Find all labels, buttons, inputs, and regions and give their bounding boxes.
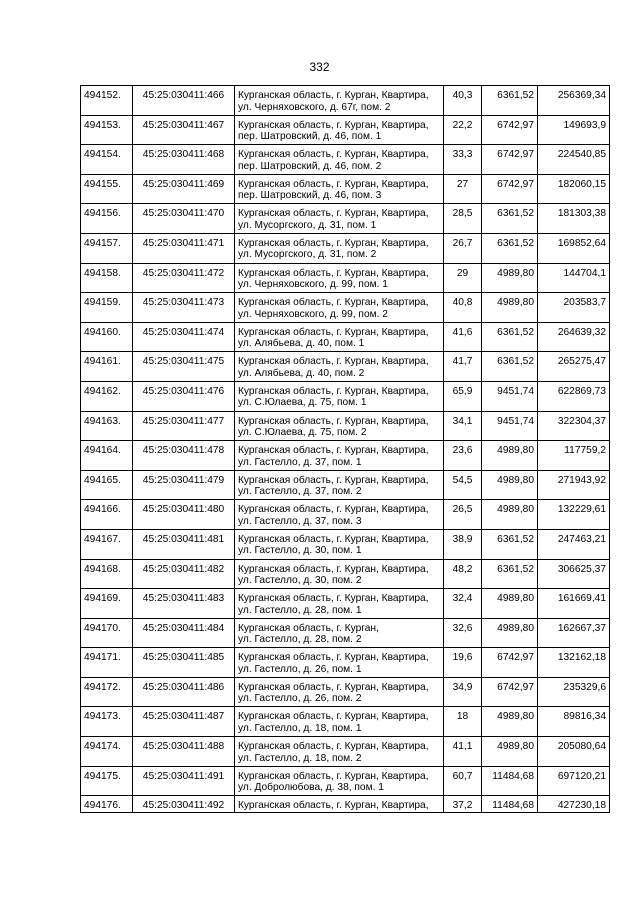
cadastral-number-cell: 45:25:030411:471 xyxy=(133,233,235,263)
registry-table-body xyxy=(81,86,610,813)
address-line-1: Курганская область, г. Курган, Квартира, xyxy=(238,149,429,161)
cadastral-number-cell: 45:25:030411:466 xyxy=(133,86,235,116)
address-line-1: Курганская область, г. Курган, Квартира, xyxy=(238,652,429,664)
row-number-cell: 494161. xyxy=(81,352,133,382)
area-cell: 37,2 xyxy=(444,796,482,813)
cadastral-value-cell: 203583,7 xyxy=(538,293,610,323)
cadastral-number-cell: 45:25:030411:476 xyxy=(133,381,235,411)
specific-value-cell: 4989,80 xyxy=(482,589,538,619)
address-line-2: ул. С.Юлаева, д. 75, пом. 2 xyxy=(238,427,367,439)
table-row xyxy=(81,766,610,796)
address-cell xyxy=(235,233,444,263)
table-row xyxy=(81,322,610,352)
row-number-cell: 494162. xyxy=(81,381,133,411)
specific-value-cell: 4989,80 xyxy=(482,707,538,737)
cadastral-value-cell: 271943,92 xyxy=(538,470,610,500)
specific-value-cell: 4989,80 xyxy=(482,293,538,323)
address-cell xyxy=(235,115,444,145)
specific-value-cell: 11484,68 xyxy=(482,796,538,813)
table-row xyxy=(81,618,610,648)
table-row xyxy=(81,500,610,530)
table-row xyxy=(81,204,610,234)
address-line-2: ул. Гастелло, д. 18, пом. 2 xyxy=(238,752,362,764)
cadastral-number-cell: 45:25:030411:480 xyxy=(133,500,235,530)
row-number-cell: 494160. xyxy=(81,322,133,352)
cadastral-value-cell: 265275,47 xyxy=(538,352,610,382)
address-line-1: Курганская область, г. Курган, Квартира, xyxy=(238,415,429,427)
cadastral-value-cell: 162667,37 xyxy=(538,618,610,648)
cadastral-value-cell: 132229,61 xyxy=(538,500,610,530)
cadastral-number-cell: 45:25:030411:485 xyxy=(133,648,235,678)
address-line-1: Курганская область, г. Курган, Квартира, xyxy=(238,770,429,782)
cadastral-value-cell: 622869,73 xyxy=(538,381,610,411)
address-line-1: Курганская область, г. Курган, Квартира, xyxy=(238,119,429,131)
specific-value-cell: 6361,52 xyxy=(482,529,538,559)
table-row xyxy=(81,263,610,293)
area-cell: 34,1 xyxy=(444,411,482,441)
address-cell xyxy=(235,648,444,678)
area-cell: 19,6 xyxy=(444,648,482,678)
area-cell: 33,3 xyxy=(444,145,482,175)
address-cell xyxy=(235,352,444,382)
address-line-1: Курганская область, г. Курган, xyxy=(238,622,379,634)
row-number-cell: 494159. xyxy=(81,293,133,323)
address-line-1: Курганская область, г. Курган, Квартира, xyxy=(238,356,429,368)
cadastral-value-cell: 427230,18 xyxy=(538,796,610,813)
address-line-2: ул. Черняховского, д. 67г, пом. 2 xyxy=(238,101,391,113)
specific-value-cell: 4989,80 xyxy=(482,737,538,767)
address-line-1: Курганская область, г. Курган, Квартира, xyxy=(238,237,429,249)
cadastral-value-cell: 161669,41 xyxy=(538,589,610,619)
address-cell xyxy=(235,677,444,707)
specific-value-cell: 6742,97 xyxy=(482,115,538,145)
specific-value-cell: 4989,80 xyxy=(482,618,538,648)
specific-value-cell: 6361,52 xyxy=(482,322,538,352)
cadastral-number-cell: 45:25:030411:481 xyxy=(133,529,235,559)
row-number-cell: 494168. xyxy=(81,559,133,589)
area-cell: 32,6 xyxy=(444,618,482,648)
address-line-1: Курганская область, г. Курган, Квартира, xyxy=(238,385,429,397)
table-row xyxy=(81,470,610,500)
area-cell: 22,2 xyxy=(444,115,482,145)
registry-table xyxy=(80,85,610,813)
address-line-2: ул. Гастелло, д. 18, пом. 1 xyxy=(238,722,362,734)
specific-value-cell: 4989,80 xyxy=(482,470,538,500)
cadastral-value-cell: 247463,21 xyxy=(538,529,610,559)
area-cell: 41,1 xyxy=(444,737,482,767)
row-number-cell: 494167. xyxy=(81,529,133,559)
area-cell: 34,9 xyxy=(444,677,482,707)
specific-value-cell: 9451,74 xyxy=(482,411,538,441)
address-cell xyxy=(235,559,444,589)
table-row xyxy=(81,589,610,619)
specific-value-cell: 6361,52 xyxy=(482,204,538,234)
cadastral-number-cell: 45:25:030411:477 xyxy=(133,411,235,441)
table-row xyxy=(81,145,610,175)
table-row xyxy=(81,411,610,441)
table-row xyxy=(81,796,610,813)
row-number-cell: 494163. xyxy=(81,411,133,441)
address-cell xyxy=(235,381,444,411)
address-line-1: Курганская область, г. Курган, Квартира, xyxy=(238,800,429,812)
address-line-2: ул. С.Юлаева, д. 75, пом. 1 xyxy=(238,397,367,409)
table-row xyxy=(81,115,610,145)
cadastral-value-cell: 306625,37 xyxy=(538,559,610,589)
table-row xyxy=(81,737,610,767)
row-number-cell: 494175. xyxy=(81,766,133,796)
cadastral-value-cell: 149693,9 xyxy=(538,115,610,145)
address-cell xyxy=(235,707,444,737)
cadastral-value-cell: 256369,34 xyxy=(538,86,610,116)
cadastral-number-cell: 45:25:030411:467 xyxy=(133,115,235,145)
address-line-1: Курганская область, г. Курган, Квартира, xyxy=(238,741,429,753)
cadastral-value-cell: 264639,32 xyxy=(538,322,610,352)
cadastral-number-cell: 45:25:030411:469 xyxy=(133,174,235,204)
address-cell xyxy=(235,500,444,530)
row-number-cell: 494152. xyxy=(81,86,133,116)
specific-value-cell: 6742,97 xyxy=(482,145,538,175)
specific-value-cell: 6361,52 xyxy=(482,559,538,589)
address-line-1: Курганская область, г. Курган, Квартира, xyxy=(238,593,429,605)
address-line-2: ул. Гастелло, д. 26, пом. 1 xyxy=(238,663,362,675)
address-cell xyxy=(235,411,444,441)
page-number: 332 xyxy=(309,60,330,74)
area-cell: 26,7 xyxy=(444,233,482,263)
cadastral-number-cell: 45:25:030411:478 xyxy=(133,441,235,471)
address-cell xyxy=(235,322,444,352)
address-cell xyxy=(235,86,444,116)
address-line-1: Курганская область, г. Курган, Квартира, xyxy=(238,711,429,723)
row-number-cell: 494170. xyxy=(81,618,133,648)
address-line-1: Курганская область, г. Курган, Квартира, xyxy=(238,267,429,279)
cadastral-number-cell: 45:25:030411:488 xyxy=(133,737,235,767)
address-line-2: ул. Гастелло, д. 37, пом. 1 xyxy=(238,456,362,468)
cadastral-number-cell: 45:25:030411:492 xyxy=(133,796,235,813)
address-line-2: ул. Гастелло, д. 28, пом. 1 xyxy=(238,604,362,616)
address-line-1: Курганская область, г. Курган, Квартира, xyxy=(238,445,429,457)
address-cell xyxy=(235,766,444,796)
address-line-2: пер. Шатровский, д. 46, пом. 3 xyxy=(238,190,382,202)
cadastral-value-cell: 182060,15 xyxy=(538,174,610,204)
cadastral-number-cell: 45:25:030411:487 xyxy=(133,707,235,737)
cadastral-value-cell: 132162,18 xyxy=(538,648,610,678)
cadastral-value-cell: 144704,1 xyxy=(538,263,610,293)
table-row xyxy=(81,174,610,204)
row-number-cell: 494173. xyxy=(81,707,133,737)
cadastral-value-cell: 235329,6 xyxy=(538,677,610,707)
cadastral-value-cell: 322304,37 xyxy=(538,411,610,441)
table-row xyxy=(81,648,610,678)
specific-value-cell: 6361,52 xyxy=(482,233,538,263)
address-line-1: Курганская область, г. Курган, Квартира, xyxy=(238,681,429,693)
specific-value-cell: 4989,80 xyxy=(482,263,538,293)
specific-value-cell: 11484,68 xyxy=(482,766,538,796)
table-row xyxy=(81,233,610,263)
cadastral-number-cell: 45:25:030411:472 xyxy=(133,263,235,293)
address-cell xyxy=(235,737,444,767)
address-line-1: Курганская область, г. Курган, Квартира, xyxy=(238,504,429,516)
row-number-cell: 494158. xyxy=(81,263,133,293)
table-row xyxy=(81,352,610,382)
row-number-cell: 494169. xyxy=(81,589,133,619)
address-line-1: Курганская область, г. Курган, Квартира, xyxy=(238,474,429,486)
specific-value-cell: 4989,80 xyxy=(482,441,538,471)
specific-value-cell: 9451,74 xyxy=(482,381,538,411)
address-cell xyxy=(235,174,444,204)
address-line-2: ул. Черняховского, д. 99, пом. 2 xyxy=(238,308,388,320)
area-cell: 38,9 xyxy=(444,529,482,559)
table-row xyxy=(81,707,610,737)
row-number-cell: 494174. xyxy=(81,737,133,767)
address-line-1: Курганская область, г. Курган, Квартира, xyxy=(238,208,429,220)
specific-value-cell: 6742,97 xyxy=(482,677,538,707)
table-row xyxy=(81,529,610,559)
row-number-cell: 494164. xyxy=(81,441,133,471)
area-cell: 23,6 xyxy=(444,441,482,471)
address-cell xyxy=(235,529,444,559)
cadastral-number-cell: 45:25:030411:474 xyxy=(133,322,235,352)
address-cell xyxy=(235,470,444,500)
area-cell: 48,2 xyxy=(444,559,482,589)
area-cell: 60,7 xyxy=(444,766,482,796)
address-line-2: ул. Алябьева, д. 40, пом. 2 xyxy=(238,367,365,379)
address-cell xyxy=(235,618,444,648)
specific-value-cell: 6361,52 xyxy=(482,86,538,116)
area-cell: 27 xyxy=(444,174,482,204)
address-line-2: ул. Гастелло, д. 26, пом. 2 xyxy=(238,693,362,705)
specific-value-cell: 6742,97 xyxy=(482,648,538,678)
table-row xyxy=(81,86,610,116)
row-number-cell: 494157. xyxy=(81,233,133,263)
area-cell: 29 xyxy=(444,263,482,293)
area-cell: 40,8 xyxy=(444,293,482,323)
address-line-2: пер. Шатровский, д. 46, пом. 2 xyxy=(238,160,382,172)
address-line-2: ул. Гастелло, д. 28, пом. 2 xyxy=(238,634,362,646)
address-line-2: ул. Алябьева, д. 40, пом. 1 xyxy=(238,338,365,350)
address-cell xyxy=(235,589,444,619)
cadastral-value-cell: 205080,64 xyxy=(538,737,610,767)
address-line-2: ул. Гастелло, д. 37, пом. 2 xyxy=(238,486,362,498)
area-cell: 18 xyxy=(444,707,482,737)
table-row xyxy=(81,441,610,471)
specific-value-cell: 6361,52 xyxy=(482,352,538,382)
area-cell: 54,5 xyxy=(444,470,482,500)
row-number-cell: 494176. xyxy=(81,796,133,813)
address-line-1: Курганская область, г. Курган, Квартира, xyxy=(238,90,429,101)
cadastral-number-cell: 45:25:030411:473 xyxy=(133,293,235,323)
address-line-2: ул. Гастелло, д. 30, пом. 2 xyxy=(238,575,362,586)
address-line-1: Курганская область, г. Курган, Квартира, xyxy=(238,178,429,190)
cadastral-value-cell: 89816,34 xyxy=(538,707,610,737)
table-row xyxy=(81,559,610,589)
row-number-cell: 494171. xyxy=(81,648,133,678)
address-line-2: ул. Добролюбова, д. 38, пом. 1 xyxy=(238,782,384,794)
cadastral-value-cell: 117759,2 xyxy=(538,441,610,471)
address-cell xyxy=(235,263,444,293)
address-line-2: ул. Мусоргского, д. 31, пом. 1 xyxy=(238,219,377,231)
row-number-cell: 494165. xyxy=(81,470,133,500)
cadastral-number-cell: 45:25:030411:486 xyxy=(133,677,235,707)
area-cell: 41,6 xyxy=(444,322,482,352)
cadastral-number-cell: 45:25:030411:483 xyxy=(133,589,235,619)
address-line-2: ул. Гастелло, д. 30, пом. 1 xyxy=(238,545,362,557)
row-number-cell: 494156. xyxy=(81,204,133,234)
address-line-2: ул. Черняховского, д. 99, пом. 1 xyxy=(238,279,388,291)
cadastral-number-cell: 45:25:030411:491 xyxy=(133,766,235,796)
address-cell xyxy=(235,796,444,813)
table-row xyxy=(81,677,610,707)
address-cell xyxy=(235,441,444,471)
cadastral-number-cell: 45:25:030411:482 xyxy=(133,559,235,589)
specific-value-cell: 6742,97 xyxy=(482,174,538,204)
address-line-1: Курганская область, г. Курган, Квартира, xyxy=(238,297,429,309)
table-row xyxy=(81,293,610,323)
cadastral-number-cell: 45:25:030411:484 xyxy=(133,618,235,648)
cadastral-value-cell: 697120,21 xyxy=(538,766,610,796)
address-cell xyxy=(235,204,444,234)
area-cell: 65,9 xyxy=(444,381,482,411)
cadastral-number-cell: 45:25:030411:468 xyxy=(133,145,235,175)
row-number-cell: 494166. xyxy=(81,500,133,530)
area-cell: 26,5 xyxy=(444,500,482,530)
address-cell xyxy=(235,293,444,323)
cadastral-value-cell: 181303,38 xyxy=(538,204,610,234)
area-cell: 32,4 xyxy=(444,589,482,619)
cadastral-value-cell: 224540,85 xyxy=(538,145,610,175)
row-number-cell: 494172. xyxy=(81,677,133,707)
address-line-2: ул. Мусоргского, д. 31, пом. 2 xyxy=(238,249,377,261)
row-number-cell: 494154. xyxy=(81,145,133,175)
specific-value-cell: 4989,80 xyxy=(482,500,538,530)
area-cell: 40,3 xyxy=(444,86,482,116)
address-line-1: Курганская область, г. Курган, Квартира, xyxy=(238,533,429,545)
area-cell: 41,7 xyxy=(444,352,482,382)
cadastral-value-cell: 169852,64 xyxy=(538,233,610,263)
cadastral-number-cell: 45:25:030411:475 xyxy=(133,352,235,382)
address-line-2: ул. Гастелло, д. 37, пом. 3 xyxy=(238,515,362,527)
row-number-cell: 494155. xyxy=(81,174,133,204)
area-cell: 28,5 xyxy=(444,204,482,234)
address-line-1: Курганская область, г. Курган, Квартира, xyxy=(238,563,429,575)
address-cell xyxy=(235,145,444,175)
cadastral-number-cell: 45:25:030411:479 xyxy=(133,470,235,500)
table-row xyxy=(81,381,610,411)
address-line-2: пер. Шатровский, д. 46, пом. 1 xyxy=(238,131,382,143)
address-line-1: Курганская область, г. Курган, Квартира, xyxy=(238,326,429,338)
row-number-cell: 494153. xyxy=(81,115,133,145)
cadastral-number-cell: 45:25:030411:470 xyxy=(133,204,235,234)
